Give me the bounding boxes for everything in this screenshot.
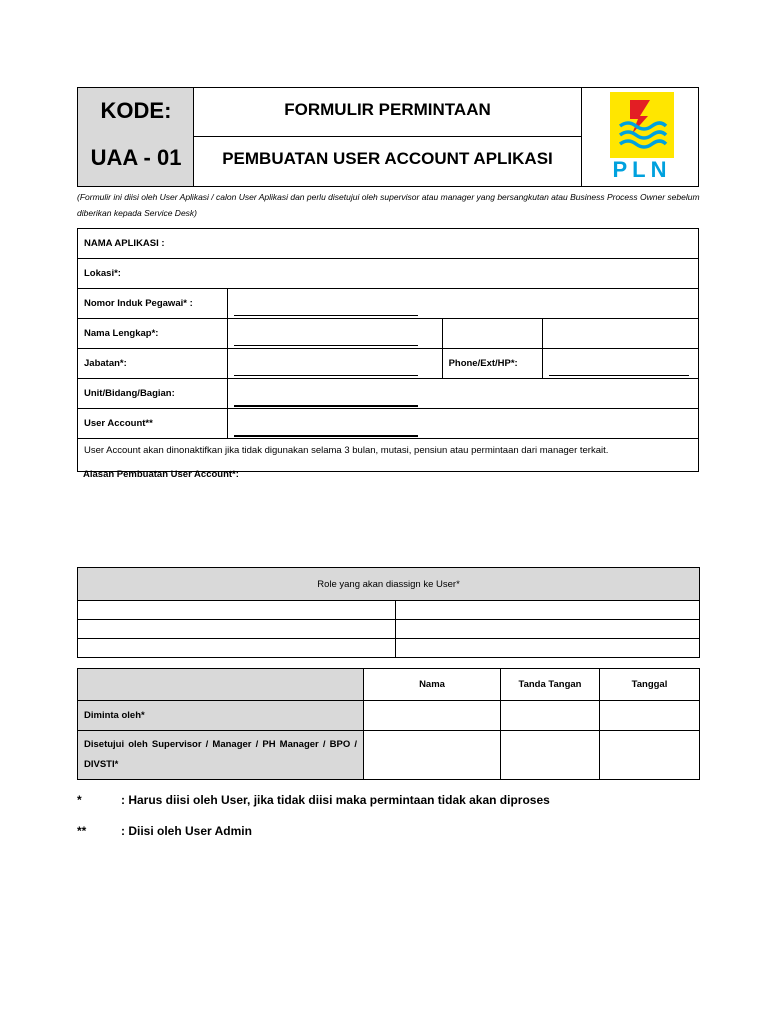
diminta-tanggal-cell[interactable] bbox=[600, 701, 700, 731]
lokasi-field[interactable]: Lokasi*: bbox=[78, 259, 699, 289]
footnote-text-required: : Harus diisi oleh User, jika tidak diisi maka permintaan tidak akan diproses bbox=[121, 793, 550, 807]
approval-table bbox=[77, 668, 700, 780]
role-cell[interactable] bbox=[78, 620, 396, 639]
nama-lengkap-underline bbox=[234, 333, 418, 346]
nama-lengkap-label: Nama Lengkap*: bbox=[78, 319, 228, 349]
form-title: FORMULIR PERMINTAAN bbox=[194, 88, 581, 137]
unit-input[interactable] bbox=[228, 379, 699, 409]
approval-header-blank bbox=[78, 669, 364, 701]
user-account-input[interactable] bbox=[228, 409, 699, 439]
pln-logo-text: PLN bbox=[612, 157, 672, 182]
footnote-text-admin: : Diisi oleh User Admin bbox=[121, 824, 252, 838]
extra-cell-2[interactable] bbox=[542, 319, 698, 349]
phone-input[interactable] bbox=[542, 349, 698, 379]
unit-underline bbox=[234, 393, 418, 407]
nip-underline bbox=[234, 303, 418, 316]
disetujui-tanggal-cell[interactable] bbox=[600, 731, 700, 780]
user-info-table bbox=[77, 228, 699, 472]
form-instructions: (Formulir ini diisi oleh User Aplikasi / calon User Aplikasi dan perlu disetujui oleh supervisor atau manager yang bersangkutan atau Business Process Owner sebelum diberikan kepada Service Desk) bbox=[77, 192, 700, 218]
nip-input[interactable] bbox=[228, 289, 699, 319]
col-tanda-tangan-header: Tanda Tangan bbox=[501, 669, 600, 701]
form-header bbox=[77, 87, 699, 187]
unit-label: Unit/Bidang/Bagian: bbox=[78, 379, 228, 409]
disetujui-label: Disetujui oleh Supervisor / Manager / PH Manager / BPO / DIVSTI* bbox=[84, 739, 357, 770]
user-account-label: User Account** bbox=[78, 409, 228, 439]
disetujui-ttd-cell[interactable] bbox=[501, 731, 600, 780]
pln-logo-box bbox=[582, 88, 698, 186]
diminta-label: Diminta oleh* bbox=[78, 701, 364, 731]
diminta-ttd-cell[interactable] bbox=[501, 701, 600, 731]
nama-lengkap-input[interactable] bbox=[228, 319, 442, 349]
role-cell[interactable] bbox=[78, 601, 396, 620]
phone-underline bbox=[549, 363, 689, 376]
form-subtitle: PEMBUATAN USER ACCOUNT APLIKASI bbox=[222, 149, 553, 168]
footnote-mark-admin: ** bbox=[77, 824, 87, 838]
role-cell[interactable] bbox=[396, 601, 700, 620]
form-code-value: UAA - 01 bbox=[90, 145, 182, 170]
role-cell[interactable] bbox=[396, 639, 700, 658]
extra-cell-1[interactable] bbox=[442, 319, 542, 349]
diminta-nama-cell[interactable] bbox=[364, 701, 501, 731]
form-code-label: KODE: bbox=[100, 98, 172, 123]
col-tanggal-header: Tanggal bbox=[600, 669, 700, 701]
nip-label: Nomor Induk Pegawai* : bbox=[78, 289, 228, 319]
form-title-box bbox=[194, 88, 582, 186]
deactivation-note: User Account akan dinonaktifkan jika tidak digunakan selama 3 bulan, mutasi, pensiun atau permintaan dari manager terkait. bbox=[78, 439, 699, 472]
jabatan-underline bbox=[234, 363, 418, 376]
alasan-label: Alasan Pembuatan User Account*: bbox=[83, 469, 239, 480]
role-cell[interactable] bbox=[396, 620, 700, 639]
pln-lightning-logo-icon bbox=[610, 92, 674, 158]
user-account-underline bbox=[234, 423, 418, 437]
form-code-box bbox=[78, 88, 194, 186]
role-cell[interactable] bbox=[78, 639, 396, 658]
jabatan-label: Jabatan*: bbox=[78, 349, 228, 379]
jabatan-input[interactable] bbox=[228, 349, 442, 379]
disetujui-nama-cell[interactable] bbox=[364, 731, 501, 780]
phone-label: Phone/Ext/HP*: bbox=[442, 349, 542, 379]
role-table bbox=[77, 567, 700, 658]
nama-aplikasi-field[interactable]: NAMA APLIKASI : bbox=[78, 229, 699, 259]
col-nama-header: Nama bbox=[364, 669, 501, 701]
footnote-mark-required: * bbox=[77, 793, 82, 807]
role-table-header: Role yang akan diassign ke User* bbox=[78, 568, 700, 601]
